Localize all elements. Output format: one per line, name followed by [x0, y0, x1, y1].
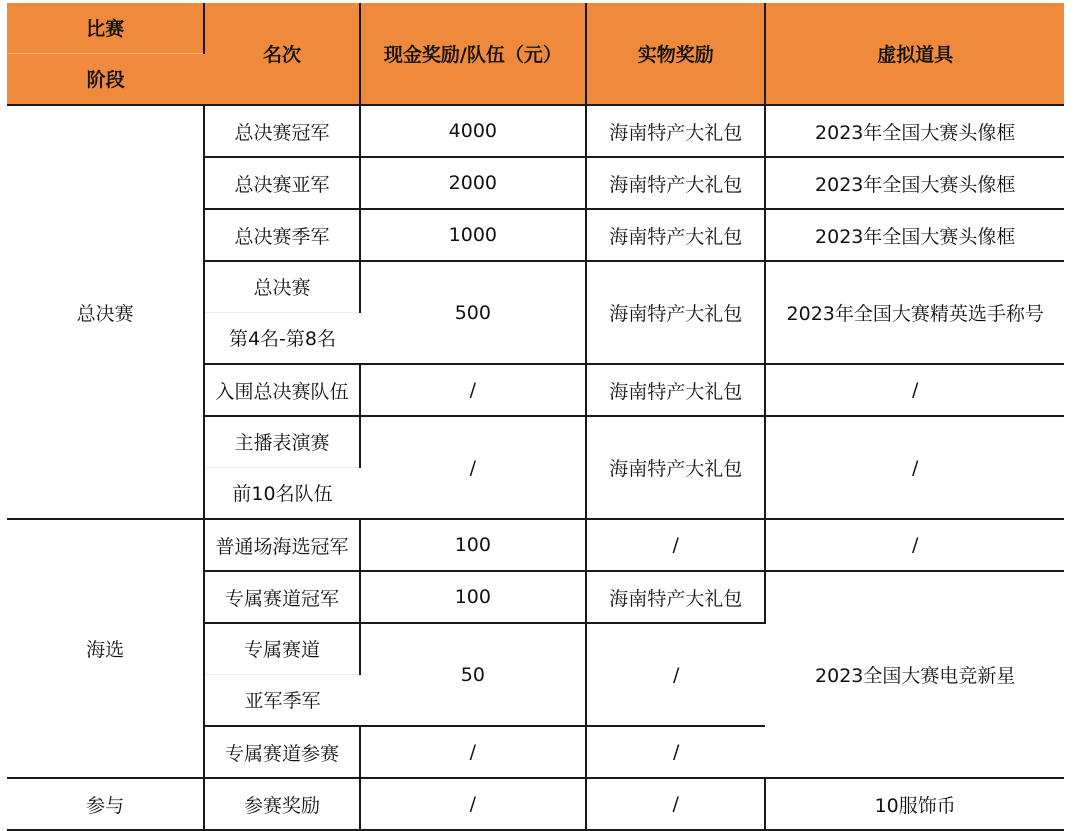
rank-cell: 总决赛亚军: [204, 157, 359, 209]
rank-cell-line1: 主播表演赛: [204, 416, 359, 467]
cash-cell: /: [360, 778, 586, 830]
virtual-cell: 2023年全国大赛精英选手称号: [765, 261, 1064, 364]
goods-cell: 海南特产大礼包: [586, 157, 765, 209]
header-goods: 实物奖励: [586, 3, 765, 105]
rank-cell: 专属赛道参赛: [204, 726, 359, 778]
rank-cell-line1: 总决赛: [204, 261, 359, 312]
header-cash: 现金奖励/队伍（元）: [360, 3, 586, 105]
goods-cell: 海南特产大礼包: [586, 105, 765, 157]
header-rank: 名次: [204, 3, 359, 105]
goods-cell: 海南特产大礼包: [586, 364, 765, 416]
cash-cell: /: [360, 726, 586, 778]
rank-cell-line1: 专属赛道: [204, 623, 359, 674]
goods-cell: /: [586, 623, 765, 726]
rank-cell: 总决赛季军: [204, 209, 359, 261]
virtual-cell: 10服饰币: [765, 778, 1064, 830]
header-stage-line1: 比赛: [7, 3, 204, 53]
goods-cell: /: [586, 519, 765, 571]
header-virtual: 虚拟道具: [765, 3, 1064, 105]
goods-cell: /: [586, 726, 765, 778]
table-row: [7, 519, 1064, 571]
rank-cell: 专属赛道冠军: [204, 571, 359, 623]
table-row: [7, 105, 1064, 157]
virtual-cell: /: [765, 416, 1064, 519]
virtual-cell: 2023年全国大赛头像框: [765, 105, 1064, 157]
cash-cell: 4000: [360, 105, 586, 157]
goods-cell: 海南特产大礼包: [586, 571, 765, 623]
goods-cell: 海南特产大礼包: [586, 261, 765, 364]
rank-cell: 总决赛冠军: [204, 105, 359, 157]
header-stage-line2: 阶段: [7, 53, 204, 105]
table-row: [7, 778, 1064, 830]
cash-cell: 500: [360, 261, 586, 364]
cash-cell: 100: [360, 571, 586, 623]
virtual-cell: 2023年全国大赛头像框: [765, 209, 1064, 261]
virtual-cell-shared: 2023全国大赛电竞新星: [765, 571, 1064, 778]
stage-audition: 海选: [7, 519, 204, 778]
goods-cell: 海南特产大礼包: [586, 209, 765, 261]
virtual-cell: /: [765, 364, 1064, 416]
goods-cell: 海南特产大礼包: [586, 416, 765, 519]
rank-cell: 入围总决赛队伍: [204, 364, 359, 416]
stage-final: 总决赛: [7, 105, 204, 519]
cash-cell: /: [360, 364, 586, 416]
virtual-cell: /: [765, 519, 1064, 571]
cash-cell: 2000: [360, 157, 586, 209]
rank-cell-line2: 亚军季军: [204, 674, 359, 726]
rank-cell: 参赛奖励: [204, 778, 359, 830]
rank-cell-line2: 第4名-第8名: [204, 312, 359, 364]
cash-cell: 100: [360, 519, 586, 571]
stage-participation: 参与: [7, 778, 204, 830]
rank-cell-line2: 前10名队伍: [204, 467, 359, 519]
cash-cell: /: [360, 416, 586, 519]
virtual-cell: 2023年全国大赛头像框: [765, 157, 1064, 209]
cash-cell: 1000: [360, 209, 586, 261]
cash-cell: 50: [360, 623, 586, 726]
rank-cell: 普通场海选冠军: [204, 519, 359, 571]
goods-cell: /: [586, 778, 765, 830]
prize-table: [7, 3, 1064, 831]
